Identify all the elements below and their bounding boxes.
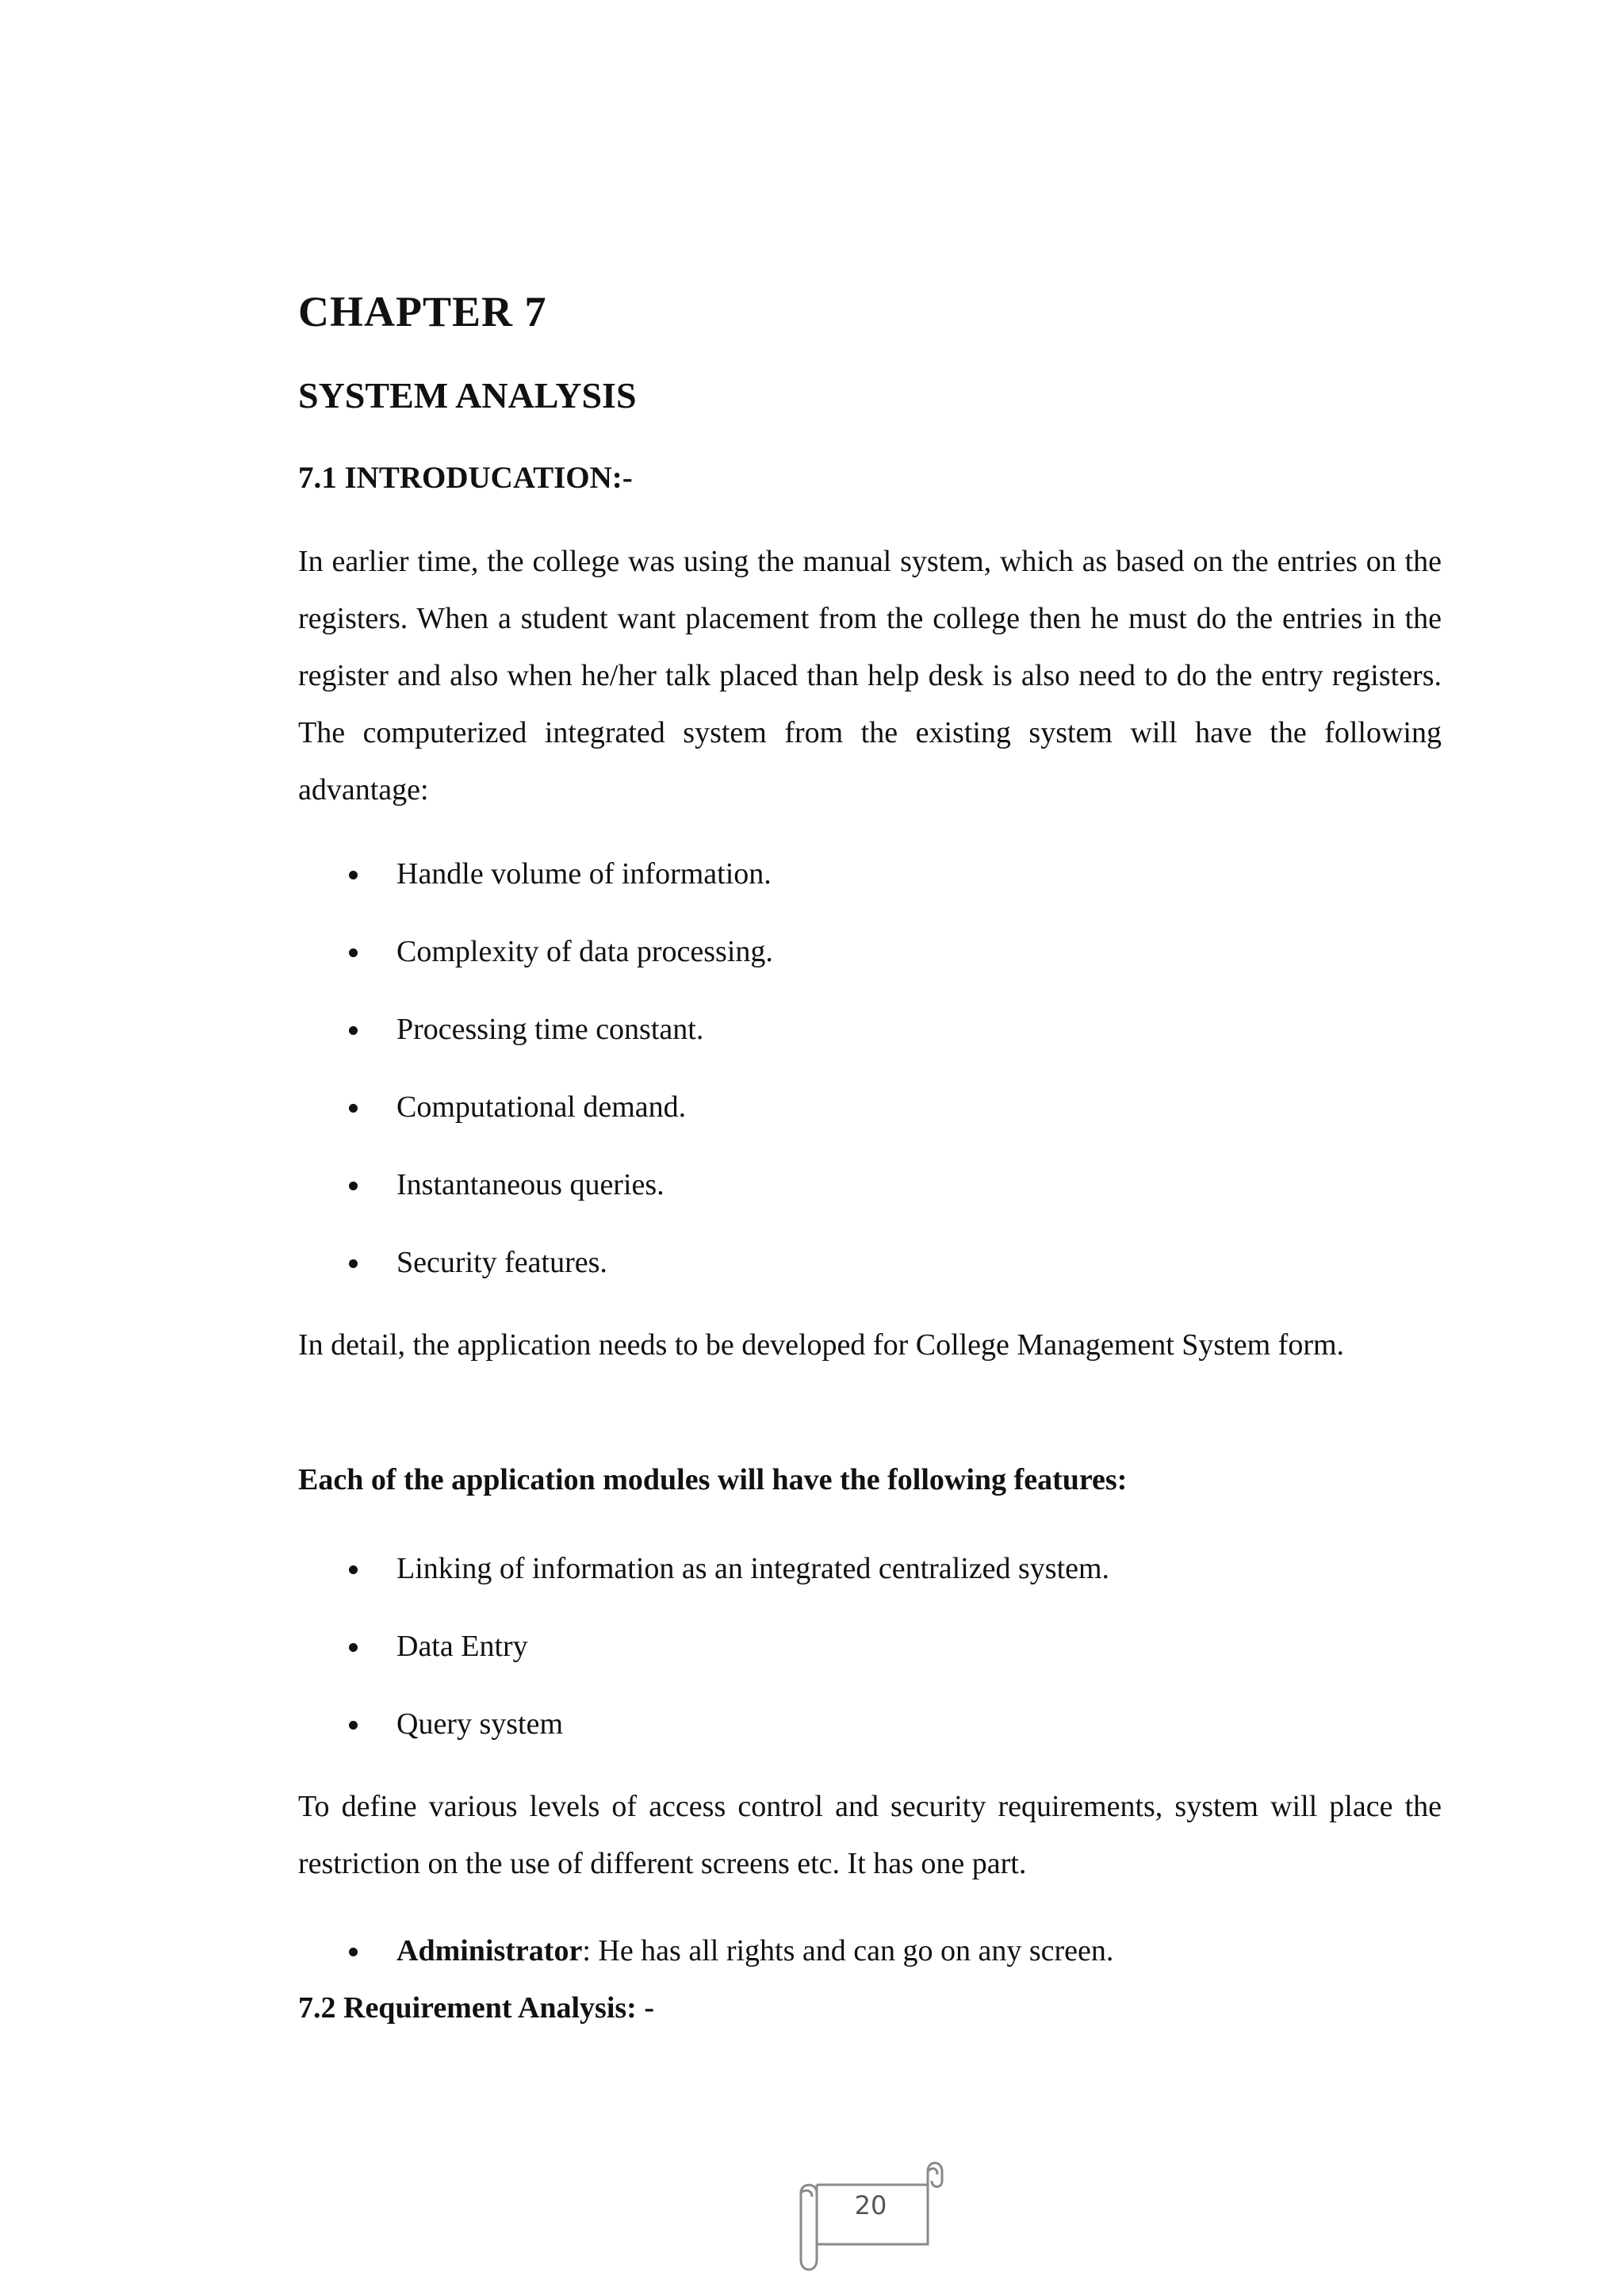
bullet-icon bbox=[349, 1104, 358, 1113]
bullet-icon bbox=[349, 871, 358, 879]
bullet-icon bbox=[349, 1565, 358, 1574]
detail-paragraph: In detail, the application needs to be developed for College Management System form. bbox=[298, 1328, 1345, 1362]
list-item: Data Entry bbox=[298, 1624, 1442, 1702]
role-name: Administrator bbox=[396, 1934, 583, 1967]
list-item: Security features. bbox=[298, 1240, 1442, 1318]
bullet-icon bbox=[349, 1948, 358, 1956]
chapter-title: CHAPTER 7 bbox=[298, 288, 547, 335]
list-item: Instantaneous queries. bbox=[298, 1163, 1442, 1240]
section-7-2-heading: 7.2 Requirement Analysis: - bbox=[298, 1991, 654, 2025]
bullet-icon bbox=[349, 948, 358, 957]
list-item: Linking of information as an integrated centralized system. bbox=[298, 1546, 1442, 1624]
bullet-icon bbox=[349, 1259, 358, 1268]
section-title: SYSTEM ANALYSIS bbox=[298, 375, 637, 416]
list-item: Handle volume of information. bbox=[298, 852, 1442, 929]
section-7-1-heading: 7.1 INTRODUCATION:- bbox=[298, 461, 633, 495]
page-number: 20 bbox=[854, 2190, 887, 2220]
list-item: Computational demand. bbox=[298, 1085, 1442, 1163]
list-item: Processing time constant. bbox=[298, 1007, 1442, 1085]
intro-paragraph: In earlier time, the college was using the manual system, which as based on the entries on the registers. When a student want placement from the college then he must do the entries in the register and also when he/her talk placed than help desk is also need to do the entry registers. The computerized integrated system from the existing system will have the following advantage: bbox=[298, 545, 1442, 807]
bullet-icon bbox=[349, 1182, 358, 1190]
role-description: : He has all rights and can go on any screen. bbox=[582, 1934, 1114, 1967]
bullet-icon bbox=[349, 1643, 358, 1652]
bullet-icon bbox=[349, 1721, 358, 1730]
features-heading: Each of the application modules will have the following features: bbox=[298, 1463, 1128, 1496]
list-item: Query system bbox=[298, 1702, 1442, 1780]
access-paragraph: To define various levels of access control and security requirements, system will place the restriction on the use of different screens etc. It has one part. bbox=[298, 1790, 1442, 1880]
features-list bbox=[298, 1546, 1442, 1780]
advantages-list bbox=[298, 852, 1442, 1318]
list-item: Complexity of data processing. bbox=[298, 929, 1442, 1007]
bullet-icon bbox=[349, 1026, 358, 1035]
